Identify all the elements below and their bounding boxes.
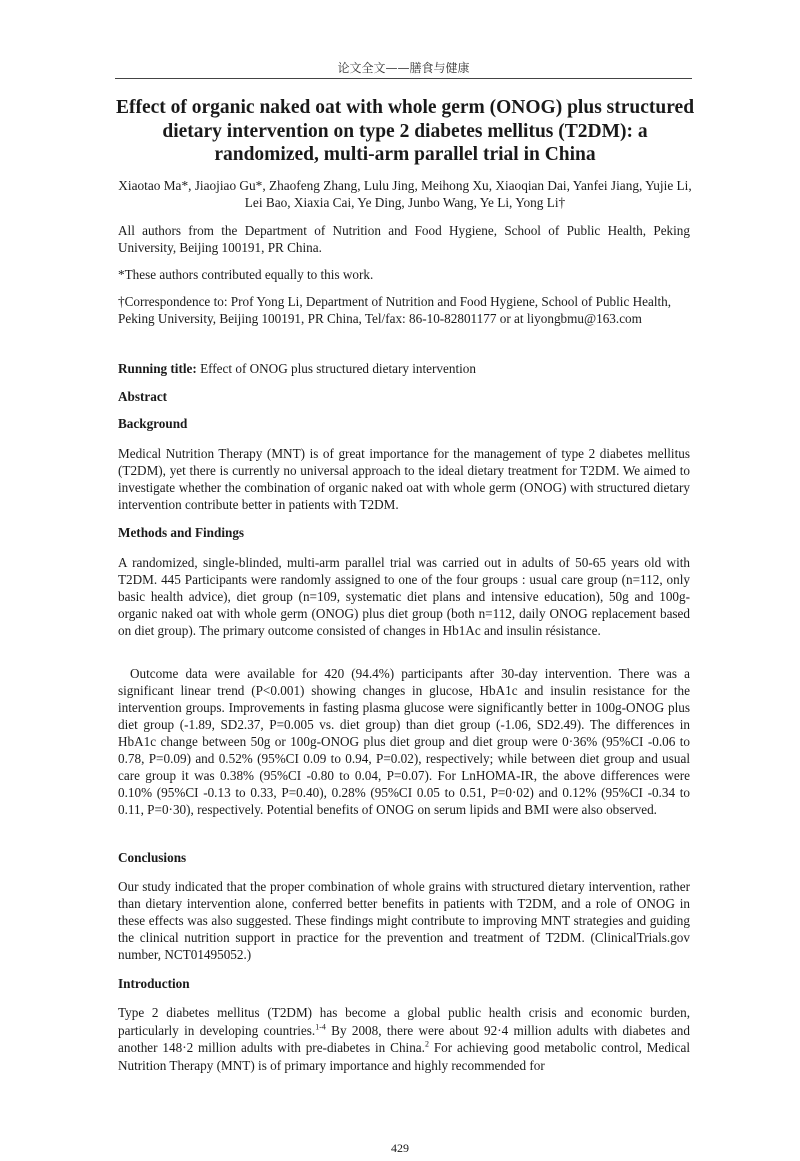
conclusions-text: Our study indicated that the proper combination of whole grains with structured dietary intervention, rather than dietary intervention alone, conferred better benefits in patients with T2DM, and a role of ONOG in these effects was also suggested. These findings might contribute to improving MNT strategies and guiding the clinical nutrition support in practice for the prevention and treatment of T2DM. (ClinicalTrials.gov number, NCT01495052.) [118,879,690,962]
running-header: 论文全文——膳食与健康 [337,61,470,75]
background-text: Medical Nutrition Therapy (MNT) is of great importance for the management of type 2 diabetes mellitus (T2DM), yet there is currently no universal approach to the ideal dietary treatment for T2DM. We aimed to investigate whether the combination of organic naked oat with whole germ (ONOG) with structured dietary intervention contribute better in patients with T2DM. [118,446,690,512]
intro-text-a: Type 2 diabetes mellitus (T2DM) has become a global public health crisis and economic burden, particularly in developing countries. [118,1005,690,1038]
author-list: Xiaotao Ma*, Jiaojiao Gu*, Zhaofeng Zhang, Lulu Jing, Meihong Xu, Xiaoqian Dai, Yanfei Jiang, Yujie Li, Lei Bao, Xiaxia Cai, Ye Ding, Junbo Wang, Ye Li, Yong Li† [118,178,692,210]
findings-text: Outcome data were available for 420 (94.4%) participants after 30-day intervention. There was a significant linear trend (P<0.001) showing changes in glucose, HbA1c and insulin resistance for the intervention groups. Improvements in fasting plasma glucose were significantly better in 100g-ONOG plus diet group (-1.89, SD2.37, P=0.005 vs. diet group) than diet group (-1.06, SD2.49). The differences in HbA1c change between 50g or 100g-ONOG plus diet group and diet group were 0·36% (95%CI -0.06 to 0.78, P=0.09) and 0.52% (95%CI 0.09 to 0.94, P=0.02), respectively; while between diet group and usual care group it was 0.38% (95%CI -0.80 to 0.04, P=0.07). For LnHOMA-IR, the above differences were 0.10% (95%CI -0.13 to 0.33, P=0.40), 0.28% (95%CI 0.05 to 0.51, P=0·02) and 0.12% (95%CI -0.34 to 0.11, P=0·30), respectively. Potential benefits of ONOG on serum lipids and BMI were also observed. [118,666,690,817]
background-heading: Background [118,416,188,431]
conclusions-heading: Conclusions [118,850,187,865]
running-title [118,360,690,377]
methods-text: A randomized, single-blinded, multi-arm parallel trial was carried out in adults of 50-65 years old with T2DM. 445 Participants were randomly assigned to one of the four groups : usual care group (n=112, only basic health advice), diet group (n=109, systematic diet plans and intensive education), 50g and 100g-organic naked oat with whole germ (ONOG) plus diet group (both n=112, daily ONOG replacement based on diet group). The primary outcome consisted of changes in Hb1Ac and insulin résistance. [118,555,690,638]
equal-contribution-note: *These authors contributed equally to this work. [118,267,374,282]
header-rule [115,78,692,79]
methods-heading: Methods and Findings [118,525,245,540]
affiliation: All authors from the Department of Nutrition and Food Hygiene, School of Public Health, Peking University, Beijing 100191, PR China. [118,223,690,255]
page-number: 429 [391,1141,409,1155]
running-title-label: Running title: [118,361,197,376]
introduction-text [118,1004,690,1074]
intro-text-b: By 2008, there were about 92·4 million adults with diabetes and another 148·2 million adults with pre-diabetes in China. [118,1022,690,1055]
paper-title: Effect of organic naked oat with whole germ (ONOG) plus structured dietary intervention on type 2 diabetes mellitus (T2DM): a randomized, multi-arm parallel trial in China [115,97,695,165]
citation-2: 2 [424,1039,429,1049]
abstract-heading: Abstract [118,389,168,404]
citation-1-4: 1-4 [315,1022,326,1032]
introduction-heading: Introduction [118,976,190,991]
running-title-text: Effect of ONOG plus structured dietary intervention [196,361,476,376]
correspondence: †Correspondence to: Prof Yong Li, Department of Nutrition and Food Hygiene, School of Public Health, Peking University, Beijing 100191, PR China, Tel/fax: 86-10-82801177 or at liyongbmu@163.com [118,294,672,326]
intro-text-c: For achieving good metabolic control, Medical Nutrition Therapy (MNT) is of primary importance and highly recommended for [118,1040,690,1073]
